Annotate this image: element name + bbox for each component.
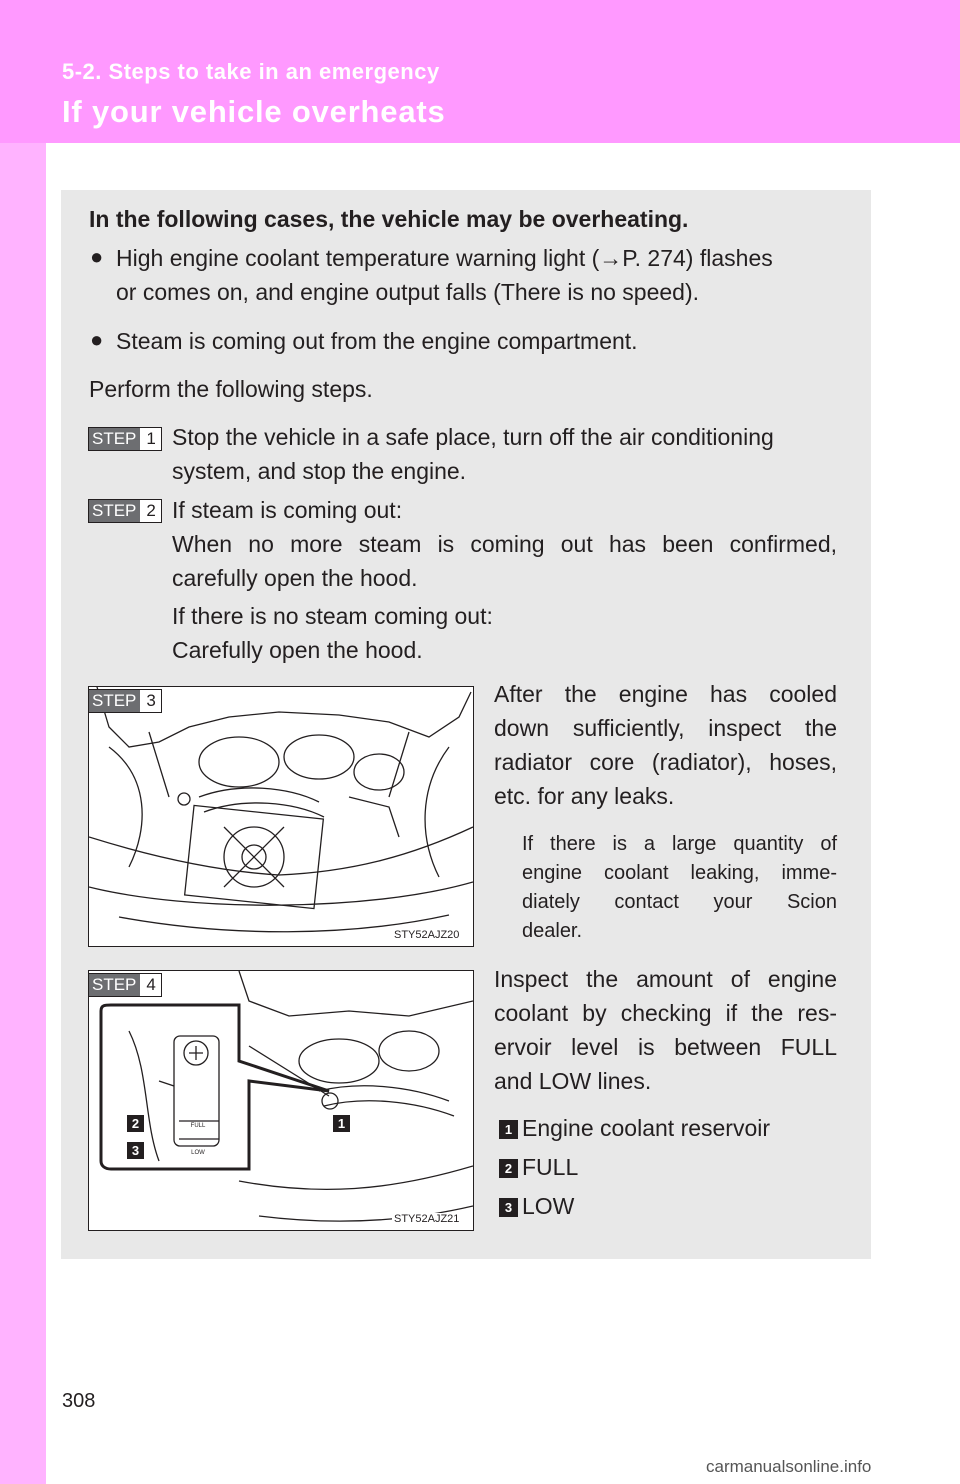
step-badge-4 (88, 973, 162, 997)
step2-line: Carefully open the hood. (172, 637, 423, 663)
step3-note-line: dealer. (522, 920, 583, 942)
callout-3: 3 (127, 1142, 144, 1159)
full-mark-label: FULL (190, 1123, 206, 1129)
watermark[interactable]: carmanualsonline.info (706, 1457, 872, 1476)
bullet-text: High engine coolant temperature warning light (→P. 274) flashes (116, 245, 773, 271)
step3-line: After the engine has cooled (494, 681, 837, 707)
step1-line: Stop the vehicle in a safe place, turn off the air conditioning (172, 424, 774, 450)
step-label: STEP (89, 974, 140, 996)
engine-bay-illustration (88, 686, 474, 947)
bullet-icon: ● (90, 327, 104, 352)
page-title: If your vehicle overheats (62, 94, 446, 129)
bullet-text-cont: or comes on, and engine output falls (There is no speed). (116, 279, 700, 305)
bullet-icon: ● (90, 244, 104, 269)
page-number: 308 (62, 1390, 96, 1412)
step3-note-line: diately contact your Scion (522, 891, 837, 913)
step-badge-1 (88, 427, 162, 451)
step-label: STEP (89, 428, 140, 450)
step4-line: ervoir level is between FULL (494, 1034, 837, 1060)
step3-line: down sufficiently, inspect the (494, 715, 837, 741)
step3-note-line: If there is a large quantity of (522, 833, 837, 855)
step1-line: system, and stop the engine. (172, 458, 467, 484)
legend-text: Engine coolant reservoir (522, 1115, 771, 1141)
step-number: 3 (146, 691, 156, 710)
image-code: STY52AJZ20 (394, 929, 460, 941)
intro-heading: In the following cases, the vehicle may be overheating. (89, 206, 689, 232)
callout-1: 1 (333, 1115, 350, 1132)
step2-line: carefully open the hood. (172, 565, 418, 591)
step-badge-2 (88, 499, 162, 523)
step-number: 1 (146, 429, 156, 448)
step-badge-3 (88, 689, 162, 713)
coolant-reservoir-drawing (89, 971, 473, 1230)
step-number: 2 (146, 501, 156, 520)
legend-number: 2 (499, 1159, 518, 1178)
step3-line: etc. for any leaks. (494, 783, 675, 809)
side-strip (0, 143, 46, 1484)
callout-2: 2 (127, 1115, 144, 1132)
step3-line: radiator core (radiator), hoses, (494, 749, 837, 775)
section-label: 5-2. Steps to take in an emergency (62, 59, 440, 84)
step4-line: Inspect the amount of engine (494, 966, 837, 992)
step2-line: If there is no steam coming out: (172, 603, 493, 629)
low-mark-label: LOW (191, 1150, 205, 1156)
coolant-reservoir-illustration (88, 970, 474, 1231)
step-number: 4 (146, 975, 156, 994)
step4-line: coolant by checking if the res- (494, 1000, 837, 1026)
step2-line: When no more steam is coming out has been confirmed, (172, 531, 837, 557)
legend-number: 3 (499, 1198, 518, 1217)
image-code: STY52AJZ21 (394, 1213, 460, 1225)
engine-bay-drawing (89, 687, 473, 946)
step-label: STEP (89, 690, 140, 712)
step-label: STEP (89, 500, 140, 522)
perform-text: Perform the following steps. (89, 376, 373, 402)
bullet-text: Steam is coming out from the engine compartment. (116, 328, 638, 354)
step3-note-line: engine coolant leaking, imme- (522, 862, 837, 884)
step2-line: If steam is coming out: (172, 497, 403, 523)
legend-number: 1 (499, 1120, 518, 1139)
legend-text: LOW (522, 1193, 575, 1219)
legend-text: FULL (522, 1154, 579, 1180)
step4-line: and LOW lines. (494, 1068, 652, 1094)
